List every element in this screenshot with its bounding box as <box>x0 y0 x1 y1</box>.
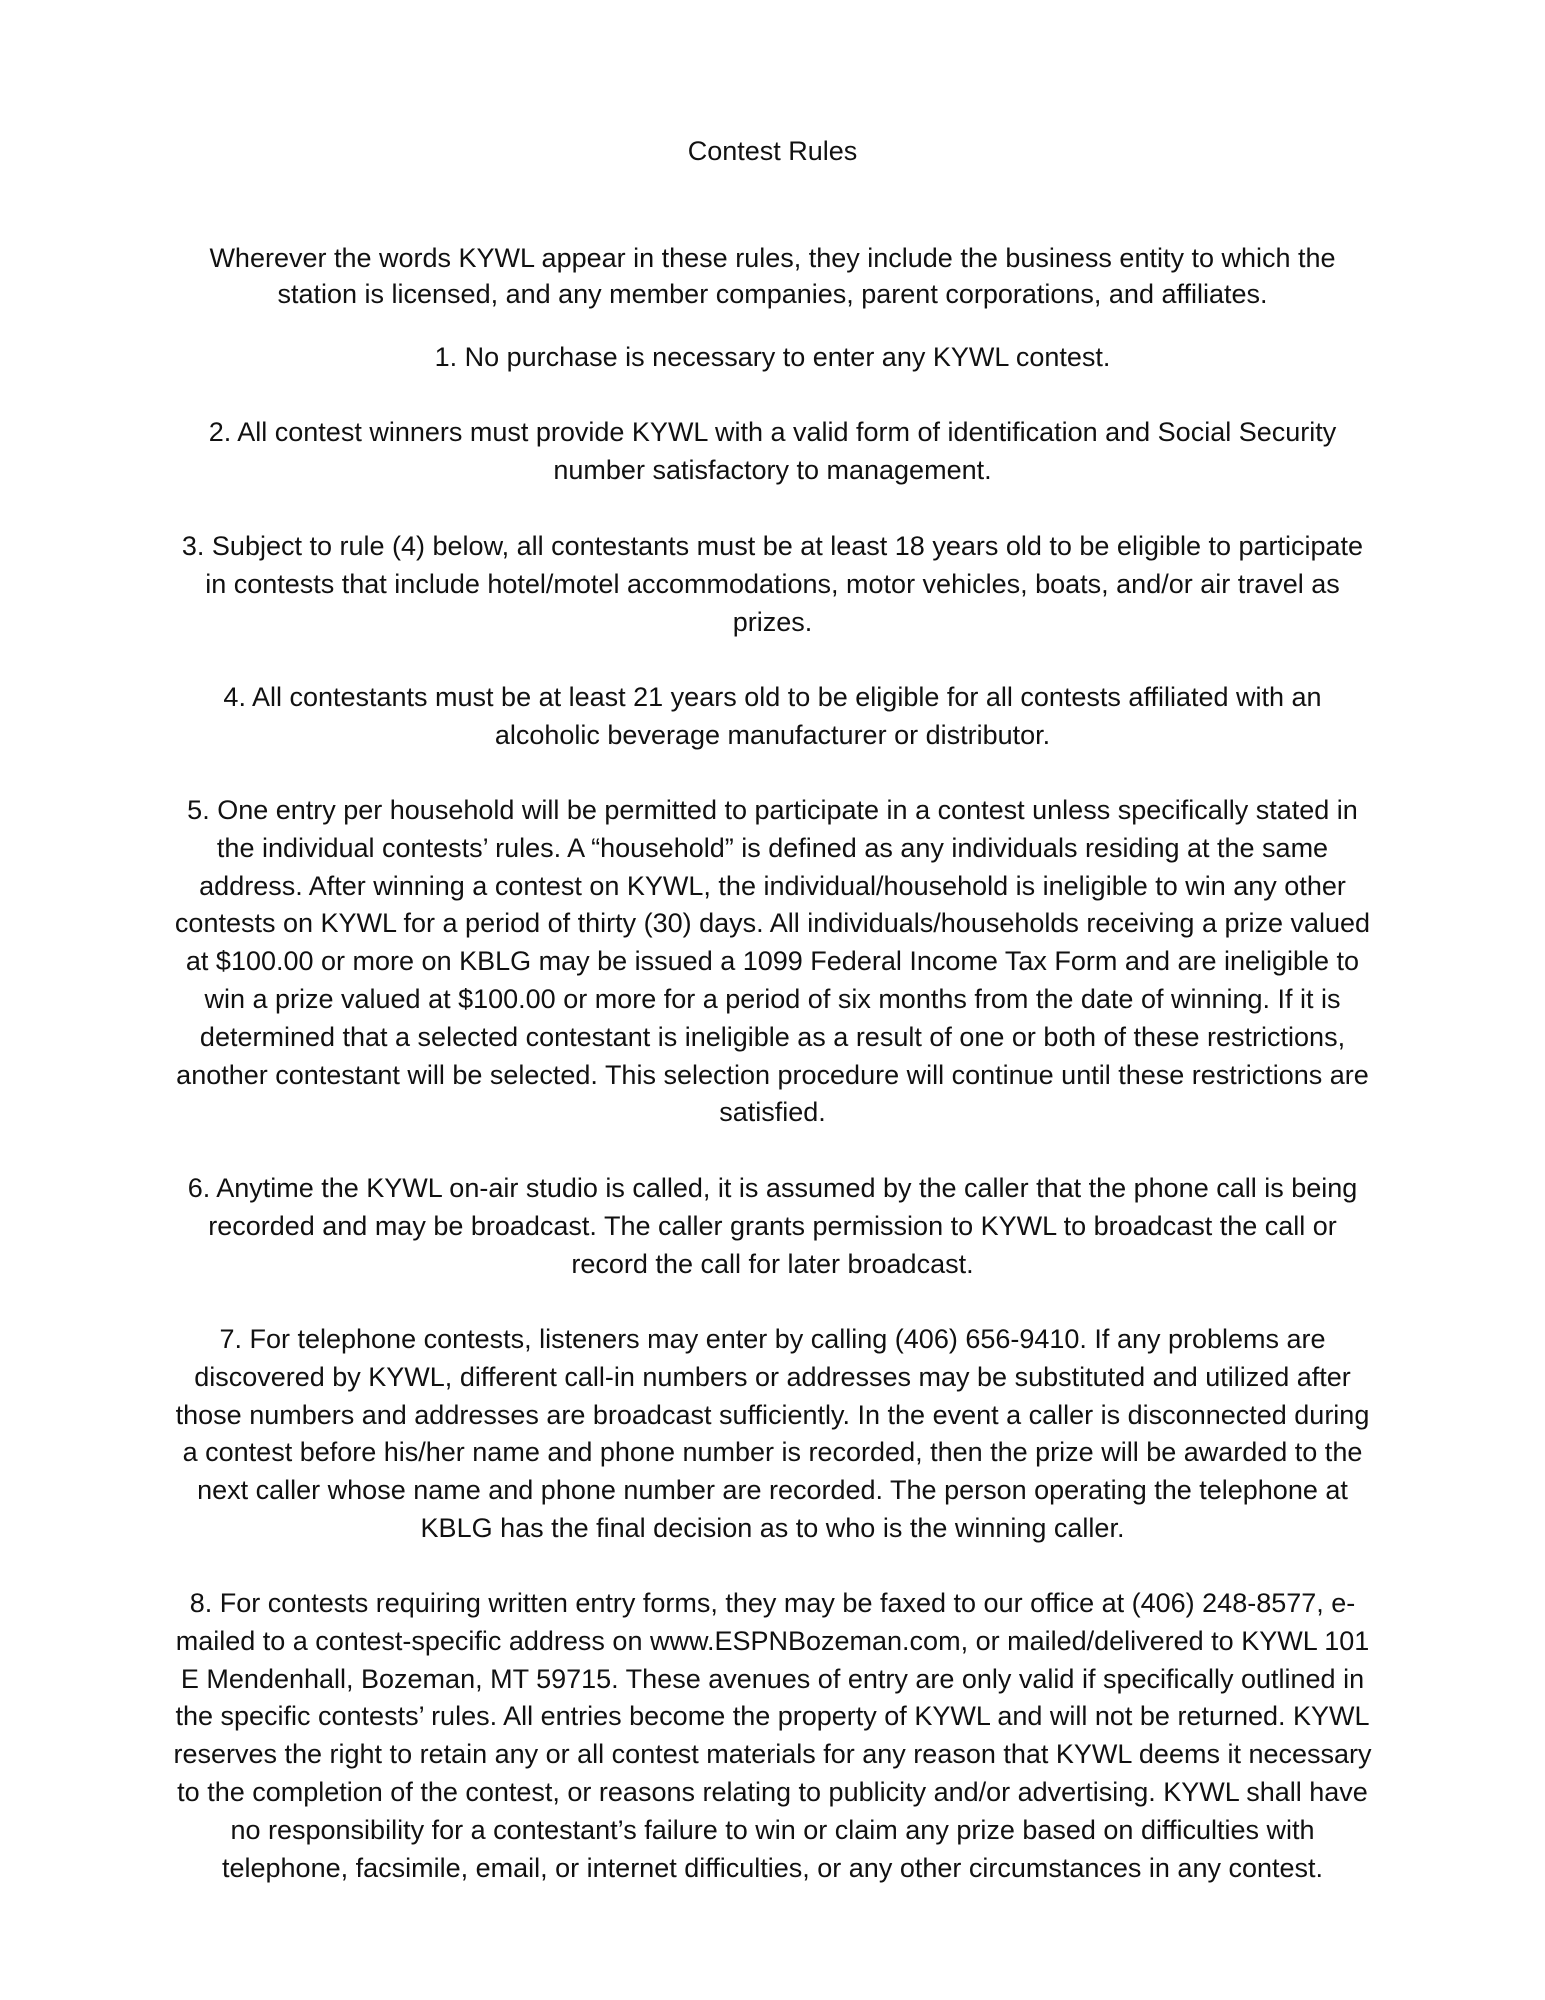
rule-8: 8. For contests requiring written entry forms, they may be faxed to our office at (406) 248-8577, e-mailed to a contest-specific address on www.ESPNBozeman.com, or mailed/delivered to KYWL 101 E Mendenhall, Bozeman, MT 59715. These avenues of entry are only valid if specifically outlined in the specific contests’ rules. All entries become the property of KYWL and will not be returned. KYWL reserves the right to retain any or all contest materials for any reason that KYWL deems it necessary to the completion of the contest, or reasons relating to publicity and/or advertising. KYWL shall have no responsibility for a contestant’s failure to win or claim any prize based on difficulties with telephone, facsimile, email, or internet difficulties, or any other circumstances in any contest. <box>173 1588 1372 1883</box>
rule-1: 1. No purchase is necessary to enter any KYWL contest. <box>434 342 1111 372</box>
intro-paragraph: Wherever the words KYWL appear in these rules, they include the business entity to which the station is licensed, and any member companies, parent corporations, and affiliates. <box>209 243 1336 309</box>
rule-6: 6. Anytime the KYWL on-air studio is called, it is assumed by the caller that the phone call is being recorded and may be broadcast. The caller grants permission to KYWL to broadcast the call or record the call for later broadcast. <box>187 1173 1358 1279</box>
page-title: Contest Rules <box>687 136 858 166</box>
rule-2: 2. All contest winners must provide KYWL with a valid form of identification and Social Security number satisfactory to management. <box>208 417 1337 485</box>
rule-3: 3. Subject to rule (4) below, all contestants must be at least 18 years old to be eligible to participate in contests that include hotel/motel accommodations, motor vehicles, boats, and/or air travel as prizes. <box>181 531 1364 637</box>
rule-7: 7. For telephone contests, listeners may enter by calling (406) 656-9410. If any problems are discovered by KYWL, different call-in numbers or addresses may be substituted and utilized after those numbers and addresses are broadcast sufficiently. In the event a caller is disconnected during a contest before his/her name and phone number is recorded, then the prize will be awarded to the next caller whose name and phone number are recorded. The person operating the telephone at KBLG has the final decision as to who is the winning caller. <box>175 1324 1370 1543</box>
rule-4: 4. All contestants must be at least 21 years old to be eligible for all contests affiliated with an alcoholic beverage manufacturer or distributor. <box>223 682 1322 750</box>
rule-5: 5. One entry per household will be permitted to participate in a contest unless specifically stated in the individual contests’ rules. A “household” is defined as any individuals residing at the same address. After winning a contest on KYWL, the individual/household is ineligible to win any other contests on KYWL for a period of thirty (30) days. All individuals/households receiving a prize valued at $100.00 or more on KBLG may be issued a 1099 Federal Income Tax Form and are ineligible to win a prize valued at $100.00 or more for a period of six months from the date of winning. If it is determined that a selected contestant is ineligible as a result of one or both of these restrictions, another contestant will be selected. This selection procedure will continue until these restrictions are satisfied. <box>174 795 1371 1128</box>
